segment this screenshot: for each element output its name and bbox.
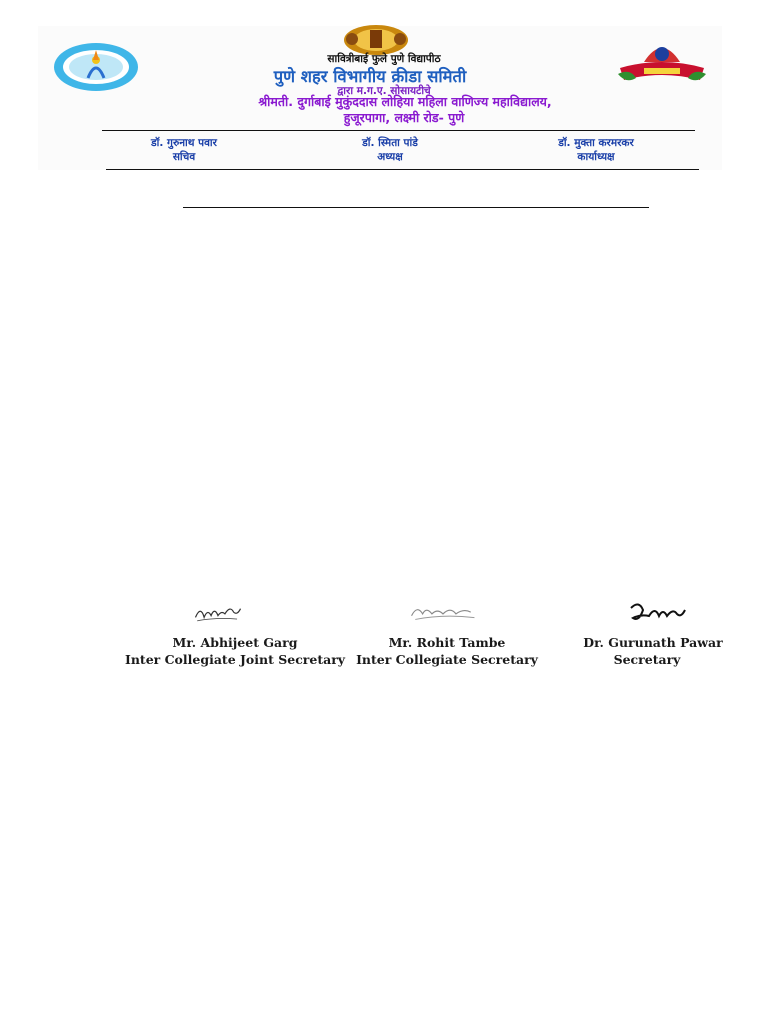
official-president [300, 136, 480, 164]
signatory-ic-secretary [352, 634, 542, 668]
signatory-name: Dr. Gurunath Pawar [583, 635, 723, 650]
signatory-title: Inter Collegiate Joint Secretary [125, 652, 346, 667]
university-name: सावित्रीबाई फुले पुणे विद्यापीठ [327, 53, 441, 65]
official-secretary [94, 136, 274, 164]
signatory-joint-secretary [125, 634, 345, 668]
official-name: डॉ. मुक्ता करमरकर [558, 137, 634, 149]
signatory-name: Mr. Rohit Tambe [388, 635, 506, 650]
header-bottom-rule [106, 169, 699, 170]
official-role: अध्यक्ष [377, 151, 403, 163]
official-role: सचिव [172, 151, 196, 163]
signature-rohit-tambe [406, 596, 480, 630]
official-name: डॉ. गुरुनाथ पवार [151, 137, 217, 149]
college-name-line2: हुजूरपागा, लक्ष्मी रोड- पुणे [343, 110, 465, 125]
committee-title: पुणे शहर विभागीय क्रीडा समिती [273, 67, 467, 86]
signatory-secretary [578, 634, 728, 668]
signatory-title: Inter Collegiate Secretary [356, 652, 538, 667]
signatory-title: Secretary [613, 652, 681, 667]
university-seal-icon [342, 22, 410, 56]
society-line: द्वारा म.ग.ए. सोसायटीचे [337, 85, 431, 97]
subject-line [183, 207, 649, 208]
signature-abhijeet-garg [192, 596, 244, 630]
signatory-name: Mr. Abhijeet Garg [172, 635, 298, 650]
official-name: डॉ. स्मिता पांडे [362, 137, 418, 149]
official-role: कार्याध्यक्ष [577, 151, 615, 163]
signature-gurunath-pawar [627, 596, 687, 630]
college-name-line1: श्रीमती. दुर्गाबाई मुकुंददास लोहिया महिला वाणिज्य महाविद्यालय, [258, 94, 552, 109]
official-working-president [506, 136, 686, 164]
header-top-rule [102, 130, 695, 131]
